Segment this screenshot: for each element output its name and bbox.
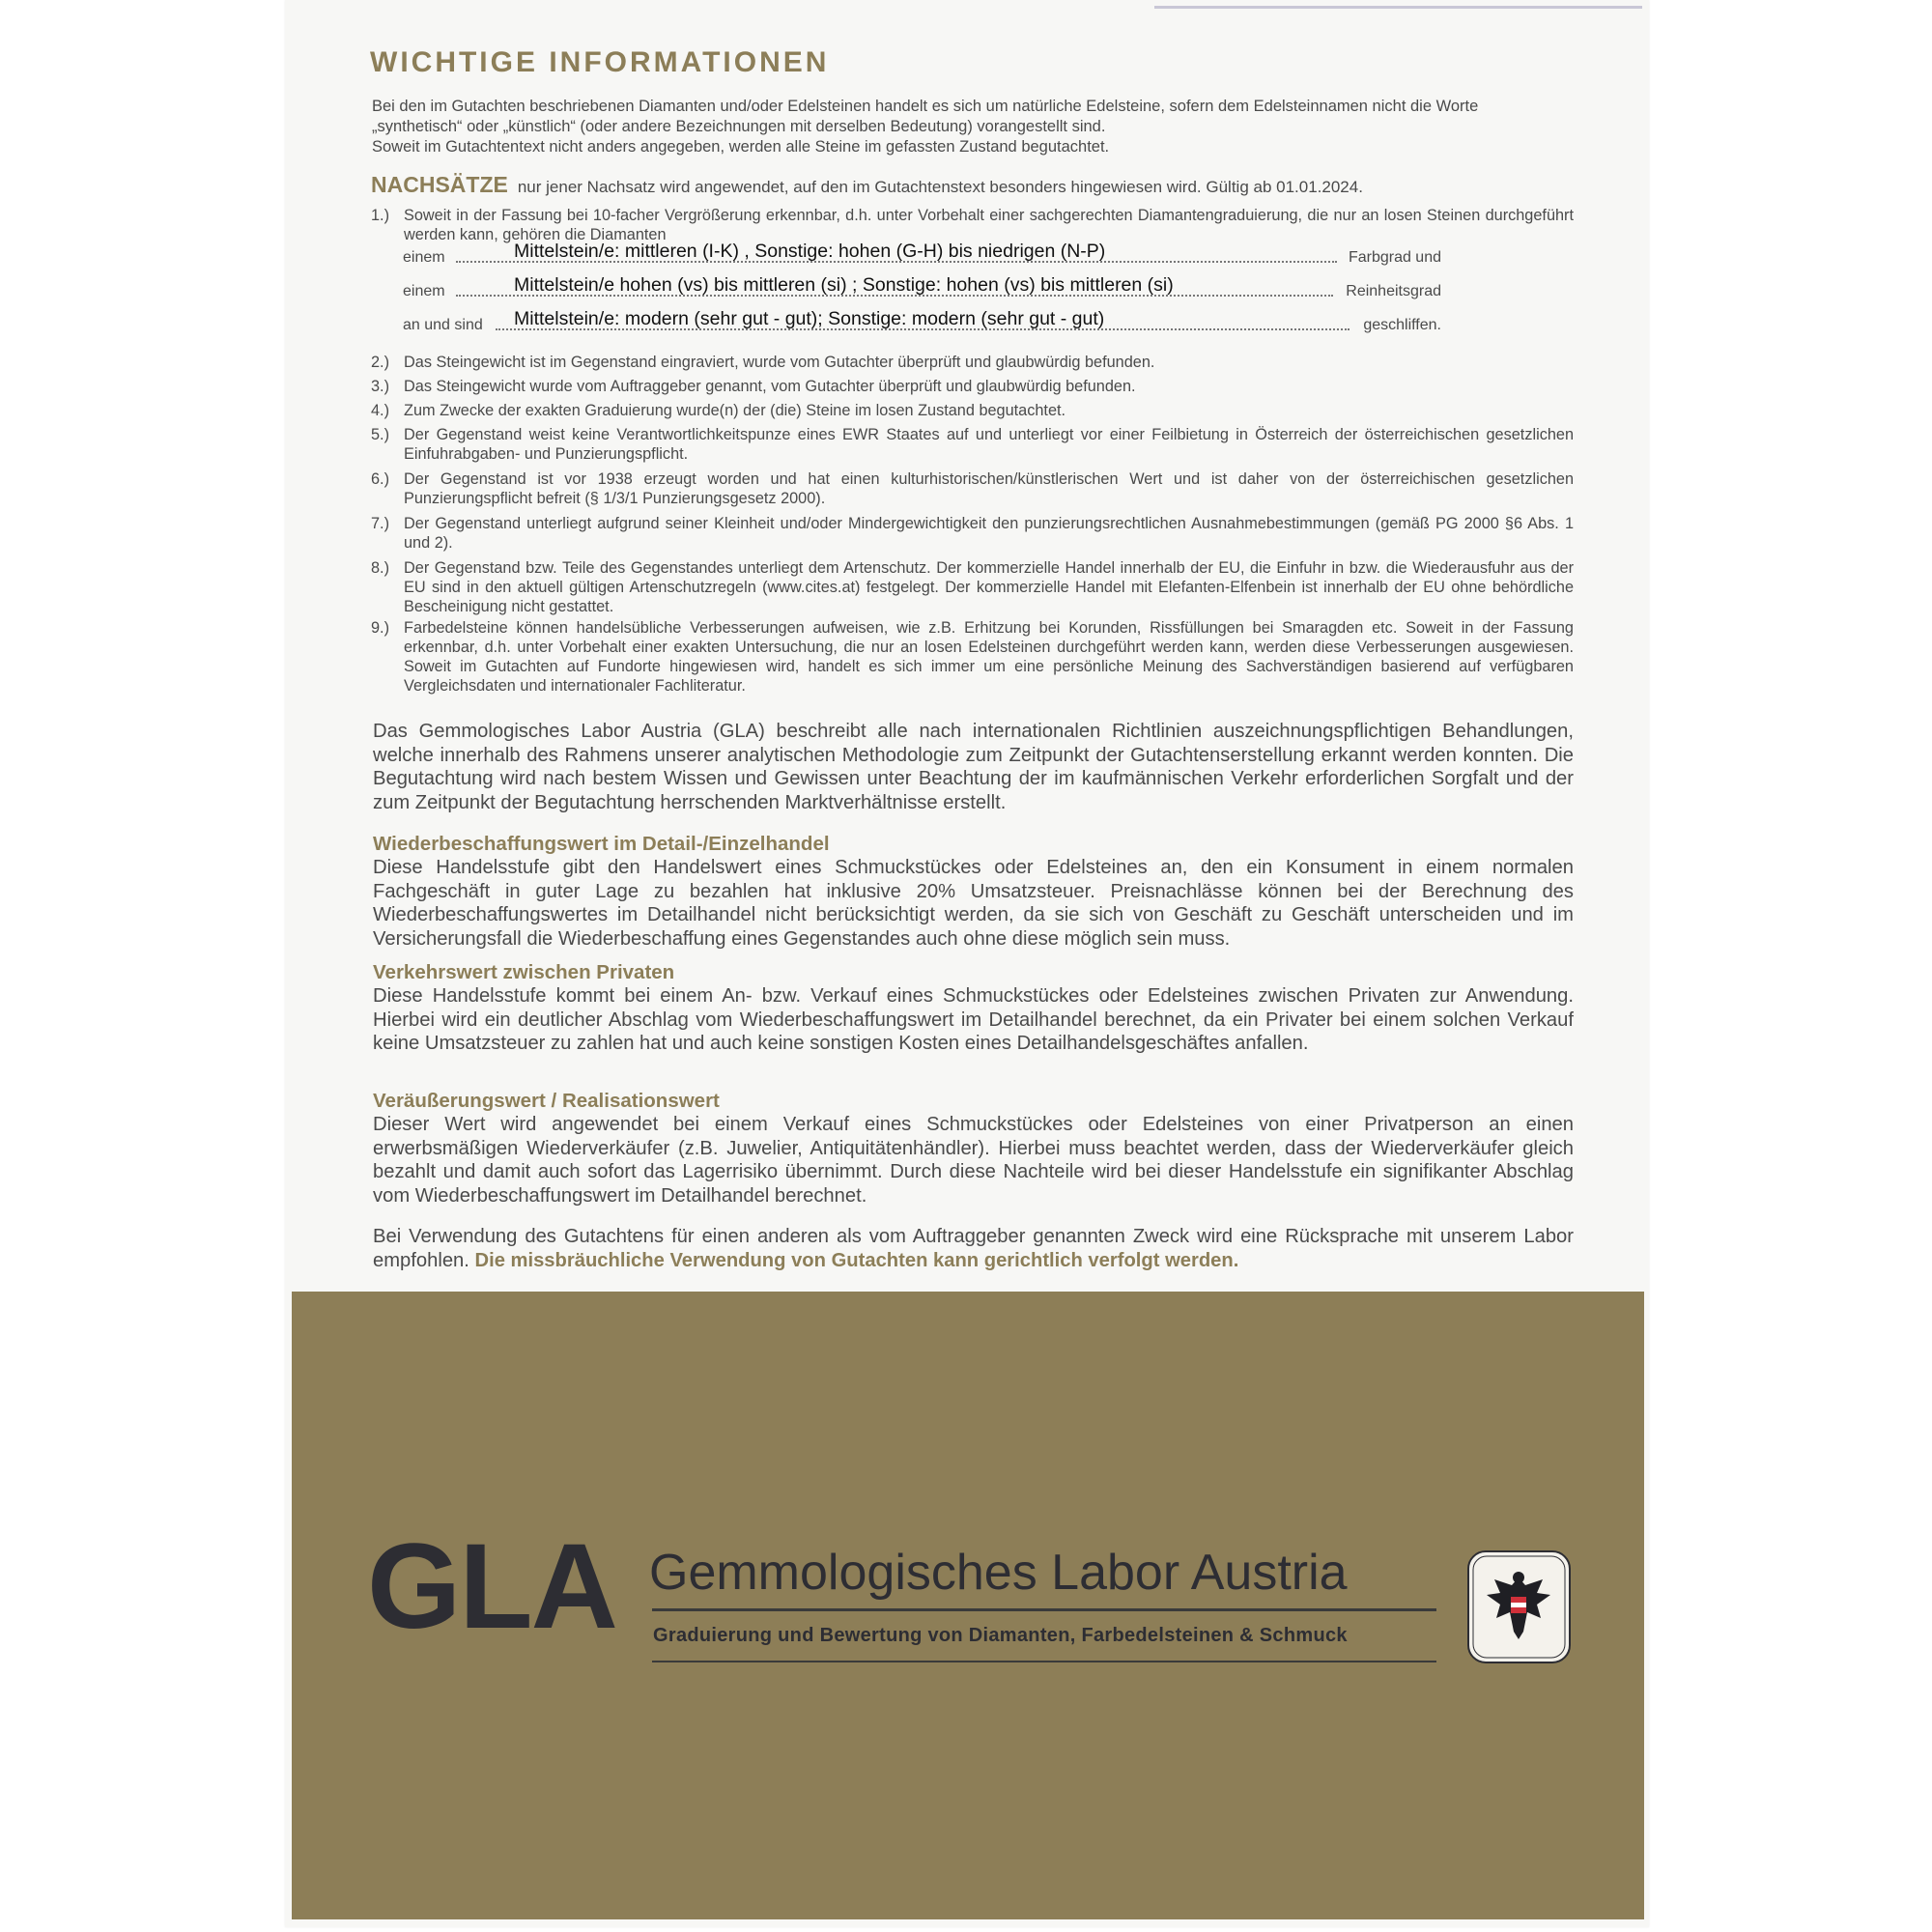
list-item-7 <box>371 514 1574 553</box>
nachsaetze-heading: NACHSÄTZE <box>371 172 508 197</box>
fill-label-pre: einem <box>403 249 445 266</box>
color-grade-value: Mittelstein/e: mittleren (I-K) , Sonstige: hohen (G-H) bis niedrigen (N-P) <box>514 241 1106 262</box>
list-item-1 <box>371 206 1574 244</box>
fill-label-pre: an und sind <box>403 317 483 333</box>
list-item-8 <box>371 558 1574 616</box>
list-text: Der Gegenstand weist keine Verantwortlichkeitspunze eines EWR Staates auf und unterliegt vor einer Feilbietung in Österreich der österreichischen gesetzlichen Einfuhrabgaben- und Punzierungspflicht. <box>404 426 1574 463</box>
list-number: 4.) <box>371 402 390 419</box>
logo-divider-top <box>652 1608 1436 1611</box>
cut-grade-value: Mittelstein/e: modern (sehr gut - gut); Sonstige: modern (sehr gut - gut) <box>514 308 1105 329</box>
closing-paragraph <box>373 1225 1574 1272</box>
gla-paragraph: Das Gemmologisches Labor Austria (GLA) beschreibt alle nach internationalen Richtlinien auszeichnungspflichtigen Behandlungen, welche innerhalb des Rahmens unserer analytischen Methodologie zum Zeitpunkt der Gutachtenserstellung erkannt werden konnten. Die Begutachtung wird nach bestem Wissen und Gewissen unter Beachtung der im kaufmännischen Verkehr erforderlichen Sorgfalt und der zum Zeitpunkt der Begutachtung herrschenden Marktverhältnisse erstellt. <box>373 721 1574 813</box>
section-body-replacement-value: Diese Handelsstufe gibt den Handelswert eines Schmuckstückes oder Edelsteines an, den ein Konsument in einem normalen Fachgeschäft in guter Lage zu bezahlen hat inklusive 20% Umsatzsteuer. Preisnachlässe können bei der Berechnung des Wiederbeschaffungswertes im Detailhandel nicht berücksichtigt werden, da sie sich von Geschäft zu Geschäft unterscheiden und im Versicherungsfall die Wiederbeschaffung eines Gegenstandes auch ohne diese möglich sein muss. <box>373 857 1574 950</box>
clarity-grade-line <box>403 275 1441 302</box>
list-number: 2.) <box>371 354 390 371</box>
nachsaetze-header <box>371 172 1578 198</box>
list-number: 6.) <box>371 470 390 488</box>
clarity-grade-value: Mittelstein/e hohen (vs) bis mittleren (si) ; Sonstige: hohen (vs) bis mittleren (si) <box>514 274 1174 296</box>
section-heading-replacement-value: Wiederbeschaffungswert im Detail-/Einzelhandel <box>373 833 830 855</box>
fill-label-post: Farbgrad und <box>1348 249 1441 266</box>
list-item-3 <box>371 377 1574 396</box>
list-number: 3.) <box>371 378 390 395</box>
fill-label-pre: einem <box>403 283 445 299</box>
intro-text <box>372 97 1575 157</box>
fill-label-post: Reinheitsgrad <box>1346 283 1441 299</box>
cut-grade-line <box>403 309 1441 336</box>
section-heading-market-value: Verkehrswert zwischen Privaten <box>373 961 675 983</box>
list-item-5 <box>371 425 1574 464</box>
list-number: 5.) <box>371 426 390 443</box>
lab-name: Gemmologisches Labor Austria <box>649 1545 1348 1601</box>
logo-divider-bottom <box>652 1661 1436 1662</box>
list-text: Soweit in der Fassung bei 10-facher Vergrößerung erkennbar, d.h. unter Vorbehalt einer sachgerechten Diamantengraduierung, die nur an losen Steinen durchgeführt werden kann, gehören die Diamanten <box>404 207 1574 243</box>
state-award-seal-icon <box>1467 1550 1571 1663</box>
list-text: Das Steingewicht wurde vom Auftraggeber genannt, vom Gutachter überprüft und glaubwürdig befunden. <box>404 378 1136 395</box>
list-item-6 <box>371 469 1574 508</box>
closing-warning: Die missbräuchliche Verwendung von Gutachten kann gerichtlich verfolgt werden. <box>474 1249 1239 1271</box>
section-heading-realisation-value: Veräußerungswert / Realisationswert <box>373 1090 720 1112</box>
intro-line-2: „synthetisch“ oder „künstlich“ (oder andere Bezeichnungen mit derselben Bedeutung) vorangestellt sind. <box>372 118 1106 135</box>
list-text: Der Gegenstand bzw. Teile des Gegenstandes unterliegt dem Artenschutz. Der kommerzielle Handel innerhalb der EU, die Einfuhr in bzw. die Wiederausfuhr aus der EU sind in den aktuell gültigen Artenschutzregeln (www.cites.at) festgelegt. Der kommerzielle Handel mit Elefanten-Elfenbein ist innerhalb der EU ohne behördliche Bescheinigung nicht gestattet. <box>404 559 1574 615</box>
lab-tagline: Graduierung und Bewertung von Diamanten, Farbedelsteinen & Schmuck <box>653 1625 1348 1646</box>
list-item-4 <box>371 401 1574 420</box>
list-text: Zum Zwecke der exakten Graduierung wurde(n) der (die) Steine im losen Zustand begutachtet. <box>404 402 1066 419</box>
closing-text: Bei Verwendung des Gutachtens für einen anderen als vom Auftraggeber genannten Zweck wird eine Rücksprache mit unserem Labor empfohlen. <box>373 1226 1574 1271</box>
list-text: Der Gegenstand unterliegt aufgrund seiner Kleinheit und/oder Mindergewichtigkeit den punzierungsrechtlichen Ausnahmebestimmungen (gemäß PG 2000 §6 Abs. 1 und 2). <box>404 515 1574 552</box>
section-body-realisation-value: Dieser Wert wird angewendet bei einem Verkauf eines Schmuckstückes oder Edelsteines von einer Privatperson an einen erwerbsmäßigen Wiederverkäufer (z.B. Juwelier, Antiquitätenhändler). Hierbei muss beachtet werden, dass der Wiederverkäufer gleich bezahlt und damit auch sofort das Lagerrisiko übernimmt. Durch diese Nachteile wird bei dieser Handelsstufe ein signifikanter Abschlag vom Wiederbeschaffungswert im Detailhandel berechnet. <box>373 1114 1574 1207</box>
list-text: Der Gegenstand ist vor 1938 erzeugt worden und hat einen kulturhistorischen/künstlerischen Wert und ist daher von der österreichischen gesetzlichen Punzierungspflicht befreit (§ 1/3/1 Punzierungsgesetz 2000). <box>404 470 1574 507</box>
color-grade-line <box>403 242 1441 269</box>
top-edge-line <box>1154 6 1642 9</box>
list-text: Das Steingewicht ist im Gegenstand eingraviert, wurde vom Gutachter überprüft und glaubwürdig befunden. <box>404 354 1155 371</box>
list-number: 7.) <box>371 515 390 532</box>
list-number: 9.) <box>371 619 390 637</box>
list-item-9 <box>371 618 1574 696</box>
page-title: WICHTIGE INFORMATIONEN <box>370 46 830 78</box>
list-item-2 <box>371 353 1574 372</box>
section-body-market-value: Diese Handelsstufe kommt bei einem An- bzw. Verkauf eines Schmuckstückes oder Edelsteines zwischen Privaten zur Anwendung. Hierbei wird ein deutlicher Abschlag vom Wiederbeschaffungswert im Detailhandel berechnet, da ein Privater bei einem solchen Verkauf keine Umsatzsteuer zu zahlen hat und auch keine sonstigen Kosten eines Detailhandelsgeschäftes anfallen. <box>373 985 1574 1054</box>
intro-line-1: Bei den im Gutachten beschriebenen Diamanten und/oder Edelsteinen handelt es sich um natürliche Edelsteine, sofern dem Edelsteinnamen nicht die Worte <box>372 98 1479 115</box>
nachsaetze-subtitle: nur jener Nachsatz wird angewendet, auf den im Gutachtenstext besonders hingewiesen wird. Gültig ab 01.01.2024. <box>517 178 1363 196</box>
gla-logo-abbreviation: GLA <box>367 1520 616 1654</box>
list-number: 1.) <box>371 207 390 224</box>
list-number: 8.) <box>371 559 390 577</box>
fill-label-post: geschliffen. <box>1363 317 1441 333</box>
list-text: Farbedelsteine können handelsübliche Verbesserungen aufweisen, wie z.B. Erhitzung bei Korunden, Rissfüllungen bei Smaragden etc. Soweit in der Fassung erkennbar, d.h. unter Vorbehalt einer exakten Untersuchung, die nur an losen Edelsteinen durchgeführt werden kann, werden diese Verbesserungen ausgewiesen. Soweit im Gutachten auf Fundorte hingewiesen wird, handelt es sich immer um eine persönliche Meinung des Sachverständigen basierend auf verfügbaren Vergleichsdaten und internationaler Fachliteratur. <box>404 619 1574 695</box>
intro-line-3: Soweit im Gutachtentext nicht anders angegeben, werden alle Steine im gefassten Zustand begutachtet. <box>372 138 1110 156</box>
